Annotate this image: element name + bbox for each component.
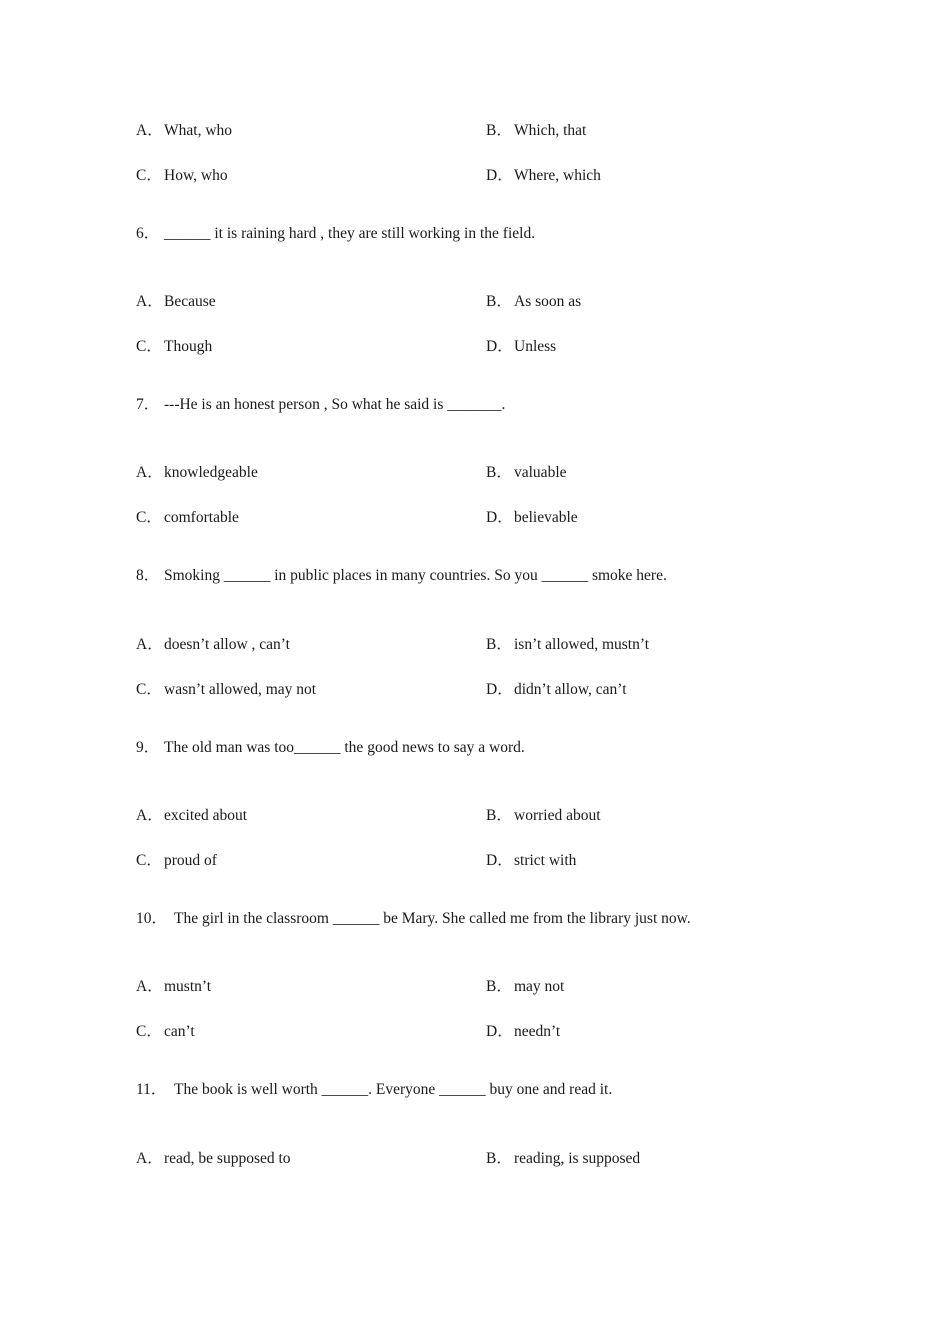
question-number: 11． bbox=[136, 1081, 167, 1098]
q11-option-a bbox=[136, 1148, 291, 1170]
q7-option-a bbox=[136, 462, 258, 484]
option-letter: D． bbox=[486, 509, 513, 526]
option-text: Where, which bbox=[514, 167, 601, 184]
option-letter: B． bbox=[486, 293, 512, 310]
question-text: Smoking ______ in public places in many countries. So you ______ smoke here. bbox=[164, 567, 667, 584]
q10-option-a bbox=[136, 976, 211, 998]
q8-option-b bbox=[486, 634, 649, 656]
q9-option-a bbox=[136, 805, 247, 827]
option-letter: D． bbox=[486, 681, 513, 698]
option-letter: B． bbox=[486, 636, 512, 653]
option-letter: A． bbox=[136, 1150, 163, 1167]
option-text: mustn’t bbox=[164, 978, 212, 995]
option-letter: D． bbox=[486, 1023, 513, 1040]
option-text: doesn’t allow , can’t bbox=[164, 636, 290, 653]
q7-options-row-1 bbox=[136, 462, 896, 484]
option-letter: D． bbox=[486, 338, 513, 355]
q5-options-row-1 bbox=[136, 120, 896, 142]
q10-options-row-2 bbox=[136, 1021, 896, 1043]
q9-option-c bbox=[136, 850, 217, 872]
q7-option-d bbox=[486, 507, 578, 529]
q5-option-d bbox=[486, 165, 601, 187]
option-letter: A． bbox=[136, 464, 163, 481]
question-number: 7． bbox=[136, 396, 160, 413]
option-letter: A． bbox=[136, 807, 163, 824]
option-text: Which, that bbox=[514, 122, 587, 139]
option-letter: B． bbox=[486, 464, 512, 481]
question-9-stem bbox=[136, 737, 896, 759]
question-8-stem bbox=[136, 565, 896, 587]
q6-options-row-2 bbox=[136, 336, 896, 358]
question-text: ______ it is raining hard , they are still working in the field. bbox=[164, 225, 536, 242]
q9-options-row-2 bbox=[136, 850, 896, 872]
question-text: The girl in the classroom ______ be Mary. She called me from the library just now. bbox=[174, 910, 691, 927]
q8-option-d bbox=[486, 679, 627, 701]
q10-option-d bbox=[486, 1021, 560, 1043]
option-text: needn’t bbox=[514, 1023, 561, 1040]
q5-option-c bbox=[136, 165, 228, 187]
question-number: 6． bbox=[136, 225, 160, 242]
question-number: 9． bbox=[136, 739, 160, 756]
option-text: What, who bbox=[164, 122, 233, 139]
option-text: worried about bbox=[514, 807, 601, 824]
q10-options-row-1 bbox=[136, 976, 896, 998]
question-6-stem bbox=[136, 223, 896, 245]
q6-option-a bbox=[136, 291, 216, 313]
option-text: Unless bbox=[514, 338, 557, 355]
option-letter: C． bbox=[136, 852, 162, 869]
q9-option-b bbox=[486, 805, 601, 827]
option-text: proud of bbox=[164, 852, 217, 869]
question-text: The book is well worth ______. Everyone ______ buy one and read it. bbox=[174, 1081, 613, 1098]
option-letter: A． bbox=[136, 122, 163, 139]
option-text: can’t bbox=[164, 1023, 195, 1040]
option-letter: C． bbox=[136, 338, 162, 355]
question-text: The old man was too______ the good news to say a word. bbox=[164, 739, 525, 756]
option-text: How, who bbox=[164, 167, 228, 184]
q5-options-row-2 bbox=[136, 165, 896, 187]
option-letter: A． bbox=[136, 978, 163, 995]
option-letter: C． bbox=[136, 681, 162, 698]
option-letter: A． bbox=[136, 636, 163, 653]
option-text: believable bbox=[514, 509, 578, 526]
question-number: 10． bbox=[136, 910, 168, 927]
option-text: knowledgeable bbox=[164, 464, 258, 481]
option-text: excited about bbox=[164, 807, 248, 824]
q8-options-row-2 bbox=[136, 679, 896, 701]
option-text: Though bbox=[164, 338, 213, 355]
option-text: strict with bbox=[514, 852, 577, 869]
option-letter: A． bbox=[136, 293, 163, 310]
option-text: read, be supposed to bbox=[164, 1150, 291, 1167]
q5-option-b bbox=[486, 120, 586, 142]
q10-option-b bbox=[486, 976, 564, 998]
option-letter: D． bbox=[486, 852, 513, 869]
option-letter: C． bbox=[136, 167, 162, 184]
q11-option-b bbox=[486, 1148, 640, 1170]
option-text: wasn’t allowed, may not bbox=[164, 681, 317, 698]
option-text: As soon as bbox=[514, 293, 582, 310]
q6-options-row-1 bbox=[136, 291, 896, 313]
option-letter: D． bbox=[486, 167, 513, 184]
question-text: ---He is an honest person , So what he said is _______. bbox=[164, 396, 506, 413]
q10-option-c bbox=[136, 1021, 195, 1043]
option-letter: C． bbox=[136, 509, 162, 526]
q8-options-row-1 bbox=[136, 634, 896, 656]
q11-options-row-1 bbox=[136, 1148, 896, 1170]
q8-option-a bbox=[136, 634, 290, 656]
option-text: isn’t allowed, mustn’t bbox=[514, 636, 650, 653]
option-text: may not bbox=[514, 978, 565, 995]
option-text: valuable bbox=[514, 464, 567, 481]
q6-option-d bbox=[486, 336, 556, 358]
question-11-stem bbox=[136, 1079, 896, 1101]
option-letter: C． bbox=[136, 1023, 162, 1040]
option-letter: B． bbox=[486, 122, 512, 139]
option-letter: B． bbox=[486, 807, 512, 824]
question-10-stem bbox=[136, 908, 896, 930]
q6-option-c bbox=[136, 336, 212, 358]
q9-option-d bbox=[486, 850, 576, 872]
q9-options-row-1 bbox=[136, 805, 896, 827]
q7-options-row-2 bbox=[136, 507, 896, 529]
option-letter: B． bbox=[486, 978, 512, 995]
option-letter: B． bbox=[486, 1150, 512, 1167]
q6-option-b bbox=[486, 291, 581, 313]
question-number: 8． bbox=[136, 567, 160, 584]
option-text: didn’t allow, can’t bbox=[514, 681, 627, 698]
option-text: Because bbox=[164, 293, 216, 310]
q7-option-c bbox=[136, 507, 239, 529]
question-7-stem bbox=[136, 394, 896, 416]
q5-option-a bbox=[136, 120, 232, 142]
option-text: comfortable bbox=[164, 509, 239, 526]
option-text: reading, is supposed bbox=[514, 1150, 641, 1167]
q7-option-b bbox=[486, 462, 567, 484]
q8-option-c bbox=[136, 679, 316, 701]
